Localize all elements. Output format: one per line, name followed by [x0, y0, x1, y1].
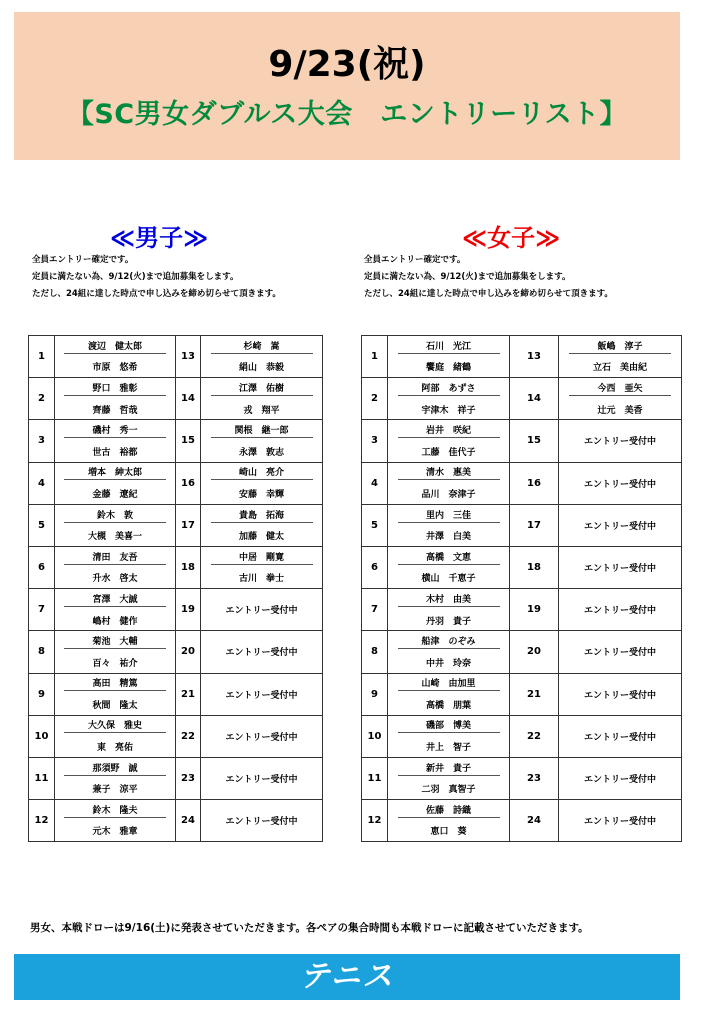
- player-cell: [388, 441, 510, 462]
- pair-number: 12: [29, 800, 55, 842]
- player-cell: [388, 525, 510, 546]
- pair-row-top: [362, 757, 682, 778]
- player-cell: [55, 420, 176, 441]
- entry-open-cell: エントリー受付中: [201, 715, 323, 757]
- pair-row-top: [29, 715, 323, 736]
- pair-number: 7: [29, 589, 55, 631]
- player-cell: [388, 483, 510, 504]
- player-name: 恵口 葵: [430, 827, 467, 838]
- player-name: 磯村 秀一: [64, 423, 166, 438]
- player-cell: [388, 589, 510, 610]
- player-name: 兼子 涼平: [92, 785, 138, 796]
- player-name: 杉崎 嵩: [211, 339, 313, 354]
- pair-number: 9: [29, 673, 55, 715]
- pair-number: 19: [176, 589, 201, 631]
- entry-open-cell: エントリー受付中: [201, 589, 323, 631]
- pair-number: 5: [362, 504, 388, 546]
- entry-open-cell: エントリー受付中: [201, 757, 323, 799]
- player-name: 渡辺 健太郎: [64, 339, 166, 354]
- entry-open-cell: エントリー受付中: [559, 462, 682, 504]
- player-name: 戎 翔平: [243, 405, 280, 416]
- entry-open-cell: エントリー受付中: [559, 420, 682, 462]
- pair-row-top: [362, 800, 682, 821]
- pair-row-top: [29, 757, 323, 778]
- player-name: 饗庭 緒鶴: [425, 363, 471, 374]
- player-cell: [559, 378, 682, 399]
- pair-number: 13: [510, 336, 559, 378]
- player-name: 辻元 美香: [597, 405, 643, 416]
- pair-number: 17: [176, 504, 201, 546]
- player-name: 立石 美由紀: [592, 363, 647, 374]
- pair-number: 8: [362, 631, 388, 673]
- player-cell: [55, 589, 176, 610]
- player-cell: [55, 694, 176, 715]
- pair-row-top: [29, 462, 323, 483]
- header-banner: [14, 12, 680, 160]
- men-note-line: 全員エントリー確定です。: [32, 255, 134, 265]
- pair-number: 17: [510, 504, 559, 546]
- player-cell: [388, 757, 510, 778]
- player-name: 佐藤 詩織: [398, 803, 500, 818]
- entry-open-cell: エントリー受付中: [559, 546, 682, 588]
- player-cell: [388, 652, 510, 673]
- women-section-title: ≪女子≫: [462, 224, 561, 252]
- entry-open-cell: エントリー受付中: [559, 589, 682, 631]
- player-name: 宮澤 大誠: [64, 592, 166, 607]
- player-name: 秋間 隆太: [92, 700, 138, 711]
- pair-number: 4: [362, 462, 388, 504]
- player-cell: [55, 399, 176, 420]
- pair-row-top: [362, 462, 682, 483]
- pair-row-top: [362, 546, 682, 567]
- player-name: 齊藤 哲哉: [92, 405, 138, 416]
- player-cell: [201, 525, 323, 546]
- pair-number: 18: [176, 546, 201, 588]
- player-name: 元木 雅章: [92, 827, 138, 838]
- pair-number: 4: [29, 462, 55, 504]
- pair-number: 22: [510, 715, 559, 757]
- pair-row-top: [362, 631, 682, 652]
- player-name: 那須野 誠: [64, 761, 166, 776]
- pair-number: 20: [176, 631, 201, 673]
- men-entry-table: [28, 335, 323, 842]
- men-note-line: ただし、24組に達した時点で申し込みを締め切らせて頂きます。: [32, 289, 281, 299]
- pair-row-top: [29, 504, 323, 525]
- player-cell: [201, 483, 323, 504]
- women-notes: [364, 252, 613, 303]
- pair-number: 5: [29, 504, 55, 546]
- player-cell: [55, 673, 176, 694]
- player-cell: [55, 378, 176, 399]
- player-name: 山崎 由加里: [398, 676, 500, 691]
- player-cell: [388, 821, 510, 842]
- player-cell: [388, 336, 510, 357]
- player-name: 世古 裕都: [92, 447, 138, 458]
- player-cell: [201, 336, 323, 357]
- entry-open-cell: エントリー受付中: [559, 631, 682, 673]
- pair-number: 1: [362, 336, 388, 378]
- player-cell: [55, 568, 176, 589]
- pair-row-top: [29, 420, 323, 441]
- pair-number: 11: [362, 757, 388, 799]
- player-name: 清水 惠美: [398, 465, 500, 480]
- women-entry-table: [361, 335, 682, 842]
- player-name: 阿部 あずさ: [398, 381, 500, 396]
- pair-number: 23: [176, 757, 201, 799]
- pair-number: 11: [29, 757, 55, 799]
- pair-row-top: [29, 800, 323, 821]
- player-cell: [201, 462, 323, 483]
- pair-number: 3: [29, 420, 55, 462]
- pair-row-top: [362, 589, 682, 610]
- player-cell: [559, 357, 682, 378]
- player-name: 大久保 雅史: [64, 718, 166, 733]
- pair-number: 21: [510, 673, 559, 715]
- player-name: 増本 紳太郎: [64, 465, 166, 480]
- player-cell: [55, 736, 176, 757]
- player-cell: [388, 504, 510, 525]
- pair-number: 3: [362, 420, 388, 462]
- pair-row-top: [362, 504, 682, 525]
- pair-number: 14: [176, 378, 201, 420]
- player-name: 里内 三佳: [398, 508, 500, 523]
- player-name: 飯嶋 淳子: [569, 339, 671, 354]
- pair-row-top: [29, 673, 323, 694]
- player-name: 高田 精篤: [64, 676, 166, 691]
- pair-number: 16: [510, 462, 559, 504]
- player-cell: [388, 694, 510, 715]
- player-cell: [388, 399, 510, 420]
- player-name: 中居 剛寛: [211, 550, 313, 565]
- player-name: 百々 祐介: [92, 658, 138, 669]
- player-cell: [201, 420, 323, 441]
- player-name: 絹山 恭毅: [238, 363, 284, 374]
- player-name: 高橋 文恵: [398, 550, 500, 565]
- pair-number: 6: [29, 546, 55, 588]
- pair-number: 8: [29, 631, 55, 673]
- pair-number: 7: [362, 589, 388, 631]
- pair-number: 22: [176, 715, 201, 757]
- player-name: 升水 啓太: [92, 574, 138, 585]
- entry-open-cell: エントリー受付中: [559, 715, 682, 757]
- pair-number: 23: [510, 757, 559, 799]
- player-name: 丹羽 貴子: [425, 616, 471, 627]
- player-cell: [55, 631, 176, 652]
- player-name: 横山 千恵子: [421, 574, 476, 585]
- pair-number: 18: [510, 546, 559, 588]
- pair-number: 15: [510, 420, 559, 462]
- entry-open-cell: エントリー受付中: [559, 504, 682, 546]
- player-cell: [201, 441, 323, 462]
- player-name: 菊池 大輔: [64, 634, 166, 649]
- entry-open-cell: エントリー受付中: [201, 631, 323, 673]
- player-cell: [55, 610, 176, 631]
- player-name: 鈴木 敦: [64, 508, 166, 523]
- player-name: 嶋村 健作: [92, 616, 138, 627]
- player-name: 二羽 真智子: [421, 785, 476, 796]
- player-cell: [388, 568, 510, 589]
- pair-row-top: [29, 589, 323, 610]
- player-cell: [55, 757, 176, 778]
- event-date: 9/23(祝): [268, 44, 426, 85]
- player-cell: [55, 504, 176, 525]
- pair-number: 20: [510, 631, 559, 673]
- pair-row-top: [362, 715, 682, 736]
- pair-number: 14: [510, 378, 559, 420]
- player-cell: [55, 357, 176, 378]
- player-cell: [388, 715, 510, 736]
- player-cell: [201, 546, 323, 567]
- draw-announcement: 男女、本戦ドローは9/16(土)に発表させていただきます。各ペアの集合時間も本戦ドローに記載させていただきます。: [30, 922, 589, 934]
- entry-open-cell: エントリー受付中: [559, 757, 682, 799]
- player-name: 金藤 遼紀: [92, 489, 138, 500]
- tennis-label: テニス: [299, 959, 395, 994]
- pair-row-top: [362, 673, 682, 694]
- pair-number: 10: [362, 715, 388, 757]
- player-cell: [388, 673, 510, 694]
- player-cell: [559, 399, 682, 420]
- pair-number: 15: [176, 420, 201, 462]
- player-name: 岩井 咲紀: [398, 423, 500, 438]
- entry-open-cell: エントリー受付中: [201, 800, 323, 842]
- player-name: 高橋 朋葉: [425, 700, 471, 711]
- player-name: 木村 由美: [398, 592, 500, 607]
- player-name: 清田 友吾: [64, 550, 166, 565]
- player-name: 大槻 美喜一: [87, 532, 142, 543]
- player-cell: [55, 462, 176, 483]
- player-cell: [55, 800, 176, 821]
- player-cell: [55, 821, 176, 842]
- player-name: 磯部 博美: [398, 718, 500, 733]
- pair-number: 2: [29, 378, 55, 420]
- pair-number: 13: [176, 336, 201, 378]
- player-cell: [201, 378, 323, 399]
- player-name: 永澤 敦志: [238, 447, 284, 458]
- player-name: 野口 雅彰: [64, 381, 166, 396]
- pair-number: 21: [176, 673, 201, 715]
- player-cell: [388, 800, 510, 821]
- player-name: 井上 智子: [425, 743, 471, 754]
- pair-number: 16: [176, 462, 201, 504]
- women-note-line: ただし、24組に達した時点で申し込みを締め切らせて頂きます。: [364, 289, 613, 299]
- player-name: 宇津木 祥子: [421, 405, 476, 416]
- player-name: 関根 継一郎: [211, 423, 313, 438]
- player-name: 貴島 拓海: [211, 508, 313, 523]
- pair-number: 19: [510, 589, 559, 631]
- player-name: 安藤 幸輝: [238, 489, 284, 500]
- men-notes: [32, 252, 281, 303]
- tennis-banner: [14, 954, 680, 1000]
- player-cell: [55, 652, 176, 673]
- pair-row-top: [29, 631, 323, 652]
- player-name: 東 亮佑: [96, 743, 133, 754]
- pair-number: 9: [362, 673, 388, 715]
- player-name: 今西 亜矢: [569, 381, 671, 396]
- player-cell: [201, 357, 323, 378]
- men-section-title: ≪男子≫: [110, 224, 209, 252]
- player-cell: [388, 357, 510, 378]
- men-note-line: 定員に満たない為、9/12(火)まで追加募集をします。: [32, 272, 239, 282]
- player-name: 加藤 健太: [238, 532, 284, 543]
- event-title: 【SC男女ダブルス大会 エントリーリスト】: [66, 99, 628, 130]
- player-name: 船津 のぞみ: [398, 634, 500, 649]
- player-cell: [388, 378, 510, 399]
- player-cell: [55, 525, 176, 546]
- player-cell: [55, 715, 176, 736]
- player-cell: [55, 441, 176, 462]
- player-cell: [55, 336, 176, 357]
- player-name: 工藤 佳代子: [421, 447, 476, 458]
- player-cell: [388, 736, 510, 757]
- player-cell: [388, 610, 510, 631]
- women-note-line: 定員に満たない為、9/12(火)まで追加募集をします。: [364, 272, 571, 282]
- player-name: 品川 奈津子: [421, 489, 476, 500]
- pair-row-top: [362, 378, 682, 399]
- pair-number: 2: [362, 378, 388, 420]
- player-cell: [559, 336, 682, 357]
- player-cell: [55, 483, 176, 504]
- player-name: 古川 拳士: [238, 574, 284, 585]
- entry-open-cell: エントリー受付中: [559, 673, 682, 715]
- entry-open-cell: エントリー受付中: [559, 800, 682, 842]
- pair-number: 12: [362, 800, 388, 842]
- pair-number: 24: [176, 800, 201, 842]
- player-cell: [388, 462, 510, 483]
- pair-number: 10: [29, 715, 55, 757]
- player-cell: [55, 546, 176, 567]
- player-name: 鈴木 隆夫: [64, 803, 166, 818]
- entry-open-cell: エントリー受付中: [201, 673, 323, 715]
- player-cell: [388, 420, 510, 441]
- player-name: 崎山 亮介: [211, 465, 313, 480]
- player-name: 石川 光江: [398, 339, 500, 354]
- player-cell: [388, 778, 510, 799]
- player-cell: [201, 568, 323, 589]
- player-cell: [388, 631, 510, 652]
- player-cell: [201, 504, 323, 525]
- player-cell: [55, 778, 176, 799]
- pair-number: 6: [362, 546, 388, 588]
- pair-row-top: [29, 378, 323, 399]
- player-name: 新井 貴子: [398, 761, 500, 776]
- women-note-line: 全員エントリー確定です。: [364, 255, 466, 265]
- pair-number: 1: [29, 336, 55, 378]
- player-cell: [388, 546, 510, 567]
- pair-row-top: [362, 420, 682, 441]
- player-name: 市原 悠希: [92, 363, 138, 374]
- pair-number: 24: [510, 800, 559, 842]
- player-name: 江澤 佑樹: [211, 381, 313, 396]
- pair-row-top: [362, 336, 682, 357]
- player-name: 井澤 白美: [425, 532, 471, 543]
- pair-row-top: [29, 336, 323, 357]
- pair-row-top: [29, 546, 323, 567]
- player-name: 中井 玲奈: [425, 658, 471, 669]
- player-cell: [201, 399, 323, 420]
